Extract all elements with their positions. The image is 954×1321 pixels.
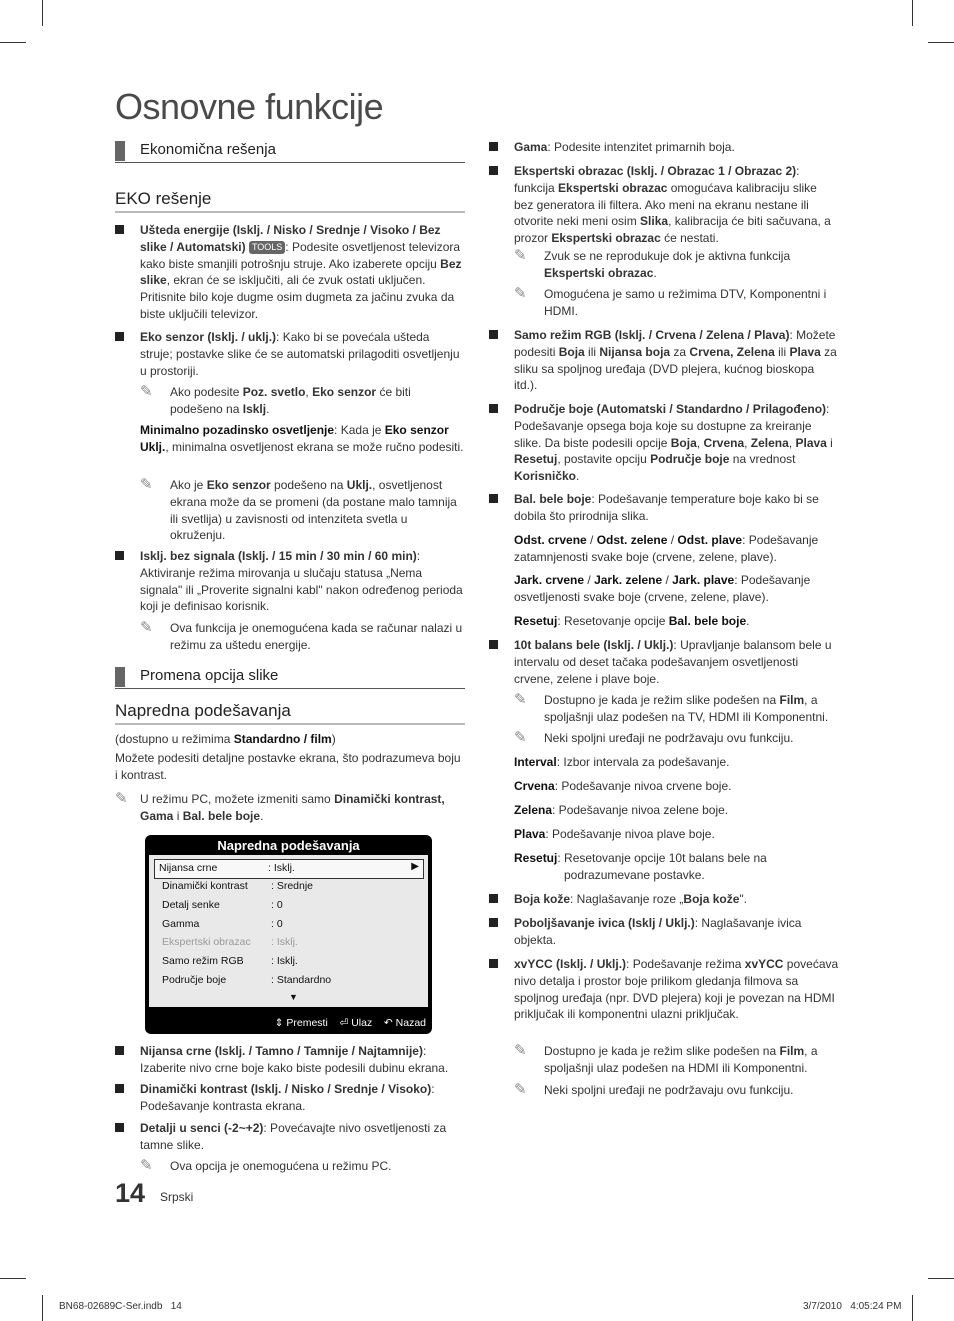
paragraph-min-backlight: Minimalno pozadinsko osvetljenje: Kada je Eko senzor Uklj., minimalna osvetljenost ekrana se može ručno podesiti. <box>140 423 464 454</box>
bullet-square-icon <box>489 494 498 503</box>
return-icon: ↶ <box>383 1017 393 1029</box>
page-language: Srpski <box>160 1190 194 1204</box>
bullet-square-icon <box>489 640 498 649</box>
osd-row-color-space[interactable]: Područje boje : Standardno <box>162 974 332 986</box>
bullet-square-icon <box>115 1084 124 1093</box>
crop-mark <box>912 0 913 26</box>
option-label: Poboljšavanje ivica (Isklj / Uklj.) <box>514 916 695 930</box>
tools-icon: TOOLS <box>249 241 285 254</box>
pencil-note-icon: ✎ <box>115 790 128 807</box>
paragraph-green: Zelena: Podešavanje nivoa zelene boje. <box>514 803 729 817</box>
pencil-note-icon: ✎ <box>514 1042 527 1059</box>
option-label: 10t balans bele (Isklj. / Uklj.) <box>514 638 674 652</box>
paragraph-red: Crvena: Podešavanje nivoa crvene boje. <box>514 779 732 793</box>
bullet-square-icon <box>115 332 124 341</box>
option-label: Bal. bele boje <box>514 492 592 506</box>
bullet-square-icon <box>489 330 498 339</box>
crop-mark <box>912 1295 913 1321</box>
bullet-square-icon <box>115 1123 124 1132</box>
bullet-square-icon <box>489 918 498 927</box>
updown-arrow-icon: ⇕ <box>274 1017 284 1029</box>
option-label: Ekspertski obrazac (Isklj. / Obrazac 1 / Obrazac 2) <box>514 164 797 178</box>
section-header-economy <box>115 140 465 163</box>
print-date-info: 3/7/2010 4:05:24 PM <box>803 1301 902 1312</box>
bullet-square-icon <box>115 551 124 560</box>
arrow-right-icon: ▶ <box>411 861 419 872</box>
pencil-note-icon: ✎ <box>514 729 527 746</box>
option-label: Ušteda energije (Isklj. / Nisko / Srednje / Visoko / Bez slike / Automatski) <box>140 223 441 254</box>
page-title: Osnovne funkcije <box>115 86 384 127</box>
osd-menu <box>145 835 432 1034</box>
option-label: Nijansa crne (Isklj. / Tamno / Tamnije / Najtamnije) <box>140 1044 423 1058</box>
paragraph-intro: Možete podesiti detaljne postavke ekrana, što podrazumeva boju i kontrast. <box>115 751 461 782</box>
print-file-info: BN68-02689C-Ser.indb 14 <box>59 1301 182 1312</box>
pencil-note-icon: ✎ <box>514 247 527 264</box>
pencil-note-icon: ✎ <box>140 476 153 493</box>
pencil-note-icon: ✎ <box>514 285 527 302</box>
crop-mark <box>0 1278 26 1279</box>
paragraph-blue: Plava: Podešavanje nivoa plave boje. <box>514 827 715 841</box>
crop-mark <box>928 1278 954 1279</box>
pencil-note-icon: ✎ <box>514 691 527 708</box>
pencil-note-icon: ✎ <box>140 383 153 400</box>
option-label: Područje boje (Automatski / Standardno / Prilagođeno) <box>514 402 827 416</box>
crop-mark <box>42 0 43 26</box>
bullet-square-icon <box>489 894 498 903</box>
section-marker <box>115 141 125 161</box>
section-title: Promena opcija slike <box>140 667 279 684</box>
pencil-note-icon: ✎ <box>514 1081 527 1098</box>
osd-row-rgb-only[interactable]: Samo režim RGB : Isklj. <box>162 955 298 967</box>
osd-row-dynamic-contrast[interactable]: Dinamički kontrast : Srednje <box>162 880 314 892</box>
paragraph-interval: Interval: Izbor intervala za podešavanje. <box>514 755 730 769</box>
bullet-square-icon <box>489 142 498 151</box>
osd-row-gamma[interactable]: Gamma : 0 <box>162 918 283 930</box>
option-label: Detalji u senci (-2~+2) <box>140 1121 264 1135</box>
bullet-square-icon <box>489 166 498 175</box>
osd-title: Napredna podešavanja <box>217 838 360 853</box>
heading-advanced: Napredna podešavanja <box>115 701 465 725</box>
scroll-down-icon[interactable]: ▼ <box>289 992 298 1002</box>
option-label: Isklj. bez signala (Isklj. / 15 min / 30 min / 60 min) <box>140 549 417 563</box>
paragraph-availability: (dostupno u režimima Standardno / film) <box>115 732 336 746</box>
osd-navigation: ⇕ Premesti ⏎ Ulaz ↶ Nazad <box>274 1017 426 1029</box>
option-label: xvYCC (Isklj. / Uklj.) <box>514 957 627 971</box>
osd-row-shadow-detail[interactable]: Detalj senke : 0 <box>162 899 283 911</box>
paragraph-offset: Odst. crvene / Odst. zelene / Odst. plave: Podešavanje zatamnjenosti svake boje (crvene, zelene, plave). <box>514 533 819 564</box>
paragraph-reset-10p: Resetuj: Resetovanje opcije 10t balans bele na podrazumevane postavke. <box>514 851 767 882</box>
page-number: 14 <box>115 1178 146 1208</box>
section-title: Ekonomična rešenja <box>140 141 276 158</box>
paragraph-reset-wb: Resetuj: Resetovanje opcije Bal. bele boje. <box>514 614 750 628</box>
option-label: Boja kože <box>514 892 571 906</box>
option-label: Samo režim RGB (Isklj. / Crvena / Zelena / Plava) <box>514 328 790 342</box>
osd-row-expert-pattern: Ekspertski obrazac : Isklj. <box>162 936 298 948</box>
pencil-note-icon: ✎ <box>140 619 153 636</box>
crop-mark <box>0 42 26 43</box>
section-header-picture-options <box>115 666 465 689</box>
option-label: Eko senzor (Isklj. / uklj.) <box>140 330 277 344</box>
pencil-note-icon: ✎ <box>140 1157 153 1174</box>
heading-eko: EKO rešenje <box>115 189 465 213</box>
osd-panel <box>149 855 428 1007</box>
option-label: Gama <box>514 140 548 154</box>
crop-mark <box>928 42 954 43</box>
bullet-square-icon <box>115 225 124 234</box>
osd-row-black-tone[interactable]: Nijansa crne : Isklj. ▶ <box>154 859 424 879</box>
bullet-square-icon <box>115 1046 124 1055</box>
enter-icon: ⏎ <box>339 1017 349 1029</box>
paragraph-gain: Jark. crvene / Jark. zelene / Jark. plave: Podešavanje osvetljenosti svake boje (crvene, zelene, plave). <box>514 573 811 604</box>
section-marker <box>115 667 125 687</box>
bullet-square-icon <box>489 404 498 413</box>
crop-mark <box>42 1295 43 1321</box>
option-label: Dinamički kontrast (Isklj. / Nisko / Srednje / Visoko) <box>140 1082 432 1096</box>
bullet-square-icon <box>489 959 498 968</box>
